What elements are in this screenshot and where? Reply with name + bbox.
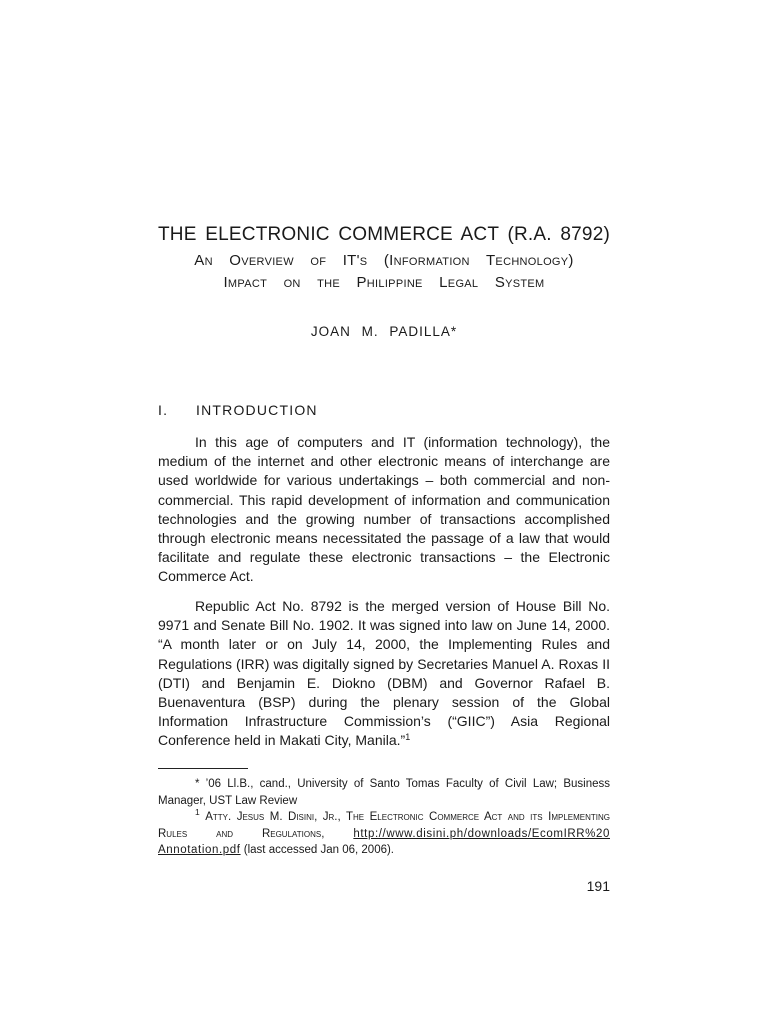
footnote-author: * ’06 Ll.B., cand., University of Santo Tomas Faculty of Civil Law; Business Manager, UST Law Review: [158, 778, 610, 807]
author-name: JOAN M. PADILLA*: [310, 324, 458, 339]
footnote-1-mark: 1: [195, 807, 200, 818]
footnote-1-citation: Atty. Jesus M. Disini, Jr., The Electronic Commerce Act and its Implementing Rules and Regulations,: [158, 811, 610, 840]
body-paragraph-1: In this age of computers and IT (information technology), the medium of the internet and other electronic means of interchange are used worldwide for various undertakings – both commercial and non-commercial. This rapid development of information and communication technologies and the growing number of transactions accomplished through electronic means necessitated the passage of a law that would facilitate and regulate these electronic transactions – the Electronic Commerce Act.: [158, 434, 610, 585]
section-heading: [158, 402, 610, 418]
body-paragraph-2-text: Republic Act No. 8792 is the merged version of House Bill No. 9971 and Senate Bill No. 1902. It was signed into law on June 14, 2000. “A month later or on July 14, 2000, the Implementing Rules and Regulations (IRR) was digitally signed by Secretaries Manuel A. Roxas II (DTI) and Benjamin E. Diokno (DBM) and Governor Rafael B. Buenaventura (BSP) during the plenary session of the Global Information Infrastructure Commission’s (“GIIC”) Asia Regional Conference held in Makati City, Manila.”: [158, 598, 610, 749]
section-number: I.: [158, 402, 169, 418]
footnote-1: [158, 809, 610, 859]
footnote-1-link[interactable]: http://www.disini.ph/downloads/EcomIRR%20 Annotation.pdf: [158, 827, 610, 856]
section-title: INTRODUCTION: [196, 402, 318, 418]
body-paragraph-2: [158, 597, 610, 753]
footnote-divider: [158, 768, 248, 769]
article-subtitle-line-2: Impact on the Philippine Legal System: [223, 274, 545, 291]
footnote-ref-1[interactable]: 1: [405, 732, 411, 743]
footnote-1-accessed: (last accessed Jan 06, 2006).: [243, 844, 395, 856]
article-subtitle-line-1: An Overview of IT's (Information Technology): [194, 252, 574, 269]
page-number: 191: [586, 878, 610, 894]
paper-page: [158, 0, 610, 1024]
article-title: THE ELECTRONIC COMMERCE ACT (R.A. 8792): [158, 224, 610, 245]
